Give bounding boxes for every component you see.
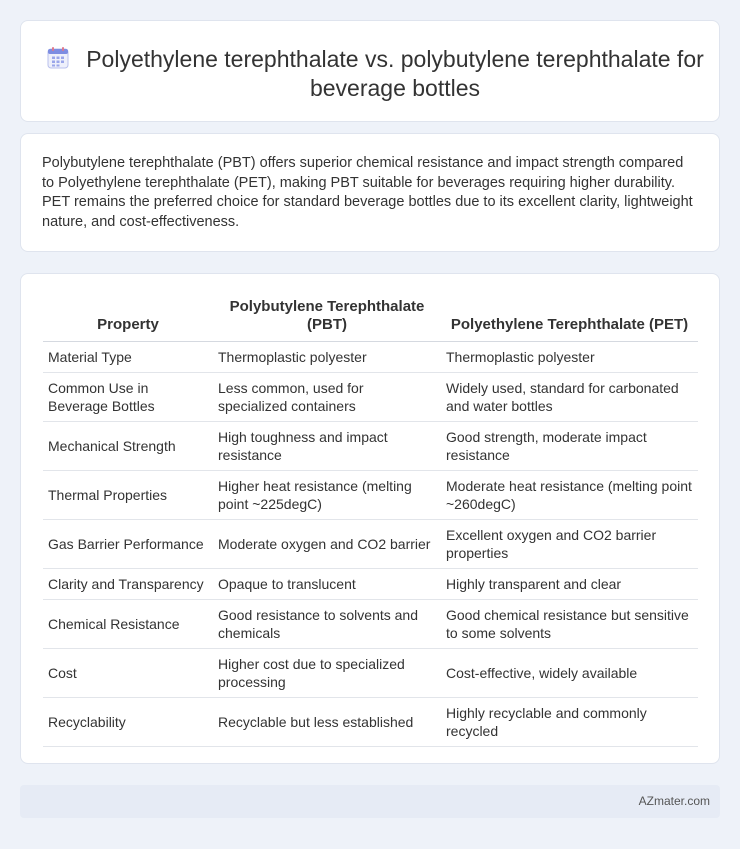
pbt-cell: Higher cost due to specialized processing: [213, 649, 441, 698]
summary-card: [20, 133, 720, 252]
property-cell: Cost: [43, 649, 213, 698]
table-row: [43, 422, 698, 471]
property-cell: Mechanical Strength: [43, 422, 213, 471]
summary-text: Polybutylene terephthalate (PBT) offers superior chemical resistance and impact strength compared to Polyethylene terephthalate (PET), making PBT suitable for beverages requiring higher durability. PET remains the preferred choice for standard beverage bottles due to its excellent clarity, lightweight nature, and cost-effectiveness.: [42, 155, 693, 230]
property-cell: Clarity and Transparency: [43, 569, 213, 600]
pbt-cell: Opaque to translucent: [213, 569, 441, 600]
pet-cell: Widely used, standard for carbonated and water bottles: [441, 373, 698, 422]
pbt-cell: Moderate oxygen and CO2 barrier: [213, 520, 441, 569]
pbt-cell: High toughness and impact resistance: [213, 422, 441, 471]
column-header-pbt: Polybutylene Terephthalate (PBT): [213, 294, 441, 342]
title-card: [20, 20, 720, 122]
table-row: [43, 600, 698, 649]
property-cell: Material Type: [43, 342, 213, 373]
pet-cell: Highly transparent and clear: [441, 569, 698, 600]
pet-cell: Thermoplastic polyester: [441, 342, 698, 373]
table-row: [43, 520, 698, 569]
table-row: [43, 649, 698, 698]
pet-cell: Highly recyclable and commonly recycled: [441, 698, 698, 747]
pet-cell: Cost-effective, widely available: [441, 649, 698, 698]
page-title: Polyethylene terephthalate vs. polybutylene terephthalate for beverage bottles: [86, 46, 704, 101]
table-row: [43, 471, 698, 520]
property-cell: Thermal Properties: [43, 471, 213, 520]
column-header-property: Property: [43, 294, 213, 342]
property-cell: Recyclability: [43, 698, 213, 747]
table-row: [43, 373, 698, 422]
pbt-cell: Good resistance to solvents and chemicals: [213, 600, 441, 649]
comparison-card: [20, 273, 720, 764]
table-row: [43, 698, 698, 747]
pbt-cell: Thermoplastic polyester: [213, 342, 441, 373]
table-header-row: [43, 294, 698, 342]
footer-brand-link[interactable]: AZmater.com: [638, 794, 710, 808]
comparison-table: [43, 294, 698, 747]
pet-cell: Good chemical resistance but sensitive to some solvents: [441, 600, 698, 649]
table-row: [43, 342, 698, 373]
pbt-cell: Recyclable but less established: [213, 698, 441, 747]
column-header-pet: Polyethylene Terephthalate (PET): [441, 294, 698, 342]
pbt-cell: Less common, used for specialized containers: [213, 373, 441, 422]
footer-bar: [20, 785, 720, 818]
pbt-cell: Higher heat resistance (melting point ~225degC): [213, 471, 441, 520]
property-cell: Common Use in Beverage Bottles: [43, 373, 213, 422]
property-cell: Chemical Resistance: [43, 600, 213, 649]
calendar-icon: [46, 46, 70, 70]
property-cell: Gas Barrier Performance: [43, 520, 213, 569]
pet-cell: Excellent oxygen and CO2 barrier properties: [441, 520, 698, 569]
pet-cell: Moderate heat resistance (melting point ~260degC): [441, 471, 698, 520]
table-row: [43, 569, 698, 600]
pet-cell: Good strength, moderate impact resistance: [441, 422, 698, 471]
